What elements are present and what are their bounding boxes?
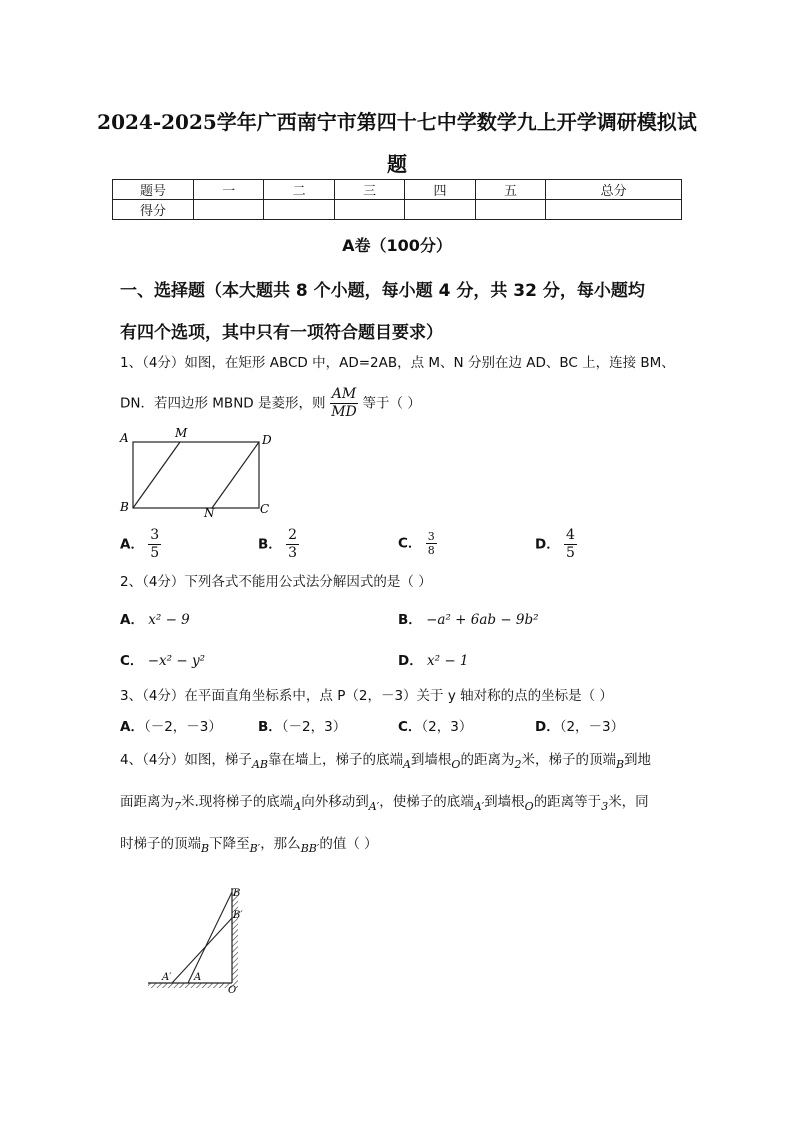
q3-option-a[interactable]: [120, 717, 222, 737]
q1-line2-text: DN．若四边形 MBND 是菱形，则: [120, 395, 326, 412]
q4-text: 到墙根: [410, 752, 452, 768]
score-table: [112, 179, 682, 220]
q4-text: 到地: [624, 752, 652, 768]
q4-text: 的距离等于: [533, 794, 602, 810]
q4-text: 4、（4分）如图，梯子: [120, 752, 252, 768]
q1-option-b[interactable]: [258, 527, 299, 562]
label-b: B: [233, 888, 241, 899]
label-m: M: [175, 426, 188, 440]
option-expression: −a² + 6ab − 9b²: [426, 612, 539, 628]
q4-text: 的距离为: [460, 752, 515, 768]
q4-math: A: [402, 758, 411, 771]
label-a: A: [120, 431, 129, 445]
q3-option-b[interactable]: [258, 717, 346, 737]
option-label: D．: [535, 719, 560, 735]
q4-text: 米，梯子的顶端: [521, 752, 616, 768]
q3-stem: 3、（4分）在平面直角坐标系中，点 P（2，－3）关于 y 轴对称的点的坐标是（ ）: [120, 688, 613, 704]
option-text: （－2，－3）: [143, 719, 222, 735]
option-label: C．: [398, 535, 422, 552]
score-header-cell: 四: [405, 180, 475, 200]
q2-option-c[interactable]: [120, 651, 205, 671]
q1-rectangle-figure: [112, 425, 282, 520]
q2-option-a[interactable]: [120, 610, 190, 630]
score-cell[interactable]: [405, 200, 475, 220]
ladder-a-prime-b-prime: [172, 918, 232, 983]
q4-math: B: [201, 842, 210, 855]
option-text: （－2，3）: [281, 719, 347, 735]
frac-den: 5: [150, 545, 160, 561]
score-header-cell: 总分: [546, 180, 682, 200]
frac-num: 2: [288, 527, 298, 543]
score-cell[interactable]: [264, 200, 334, 220]
label-a-prime: A′: [162, 972, 172, 983]
option-label: A．: [120, 536, 144, 553]
q4-text: 面距离为: [120, 794, 174, 810]
label-o: O: [228, 985, 237, 995]
q4-text: 米.现将梯子的底端: [181, 794, 294, 810]
q4-math: O: [451, 758, 461, 771]
wall-hatching: [232, 888, 241, 983]
q4-text: 时梯子的顶端: [120, 836, 201, 852]
q4-math: 7: [174, 800, 181, 813]
frac-num: 3: [150, 527, 160, 543]
score-cell[interactable]: [194, 200, 264, 220]
q2-option-b[interactable]: [398, 610, 539, 630]
segment-dn: [212, 442, 259, 508]
q4-math: AB: [251, 758, 268, 771]
option-label: B．: [258, 536, 282, 553]
label-d: D: [262, 433, 272, 447]
option-fraction: [426, 530, 437, 557]
q4-math: A′: [368, 800, 380, 813]
option-text: （2，3）: [421, 719, 473, 735]
option-label: A．: [120, 612, 144, 628]
frac-num: 4: [566, 527, 575, 543]
score-cell[interactable]: [546, 200, 682, 220]
q1-frac-numerator: AM: [331, 386, 357, 402]
score-row-label: 得分: [113, 200, 194, 220]
option-label: C．: [120, 653, 144, 669]
score-cell[interactable]: [334, 200, 404, 220]
q4-math: O: [524, 800, 534, 813]
q4-math: BB′: [300, 842, 320, 855]
option-label: D．: [398, 653, 423, 669]
score-header-cell: 题号: [113, 180, 194, 200]
frac-den: 5: [566, 545, 575, 561]
q4-text: ，使梯子的底端: [379, 794, 474, 810]
segment-bm: [133, 442, 180, 508]
option-fraction: [286, 527, 299, 562]
q4-math: B′: [249, 842, 261, 855]
option-label: A．: [120, 719, 144, 735]
q2-option-d[interactable]: [398, 651, 469, 671]
option-expression: −x² − y²: [147, 653, 205, 669]
score-header-cell: 三: [334, 180, 404, 200]
q4-text: 向外移动到: [301, 794, 369, 810]
q4-text: 的值（ ）: [319, 836, 378, 852]
label-b: B: [120, 500, 129, 514]
section-heading-line2: 有四个选项，其中只有一项符合题目要求）: [120, 323, 443, 343]
rectangle-abcd: [133, 442, 259, 508]
option-fraction: [148, 527, 161, 562]
q1-option-a[interactable]: [120, 527, 161, 562]
q4-math: 3: [601, 800, 609, 813]
option-label: B．: [398, 612, 422, 628]
q1-line2-suffix: 等于（ ）: [362, 395, 421, 412]
frac-den: 3: [288, 545, 298, 561]
label-b-prime: B′: [233, 910, 243, 921]
q1-stem-line2: [120, 386, 421, 421]
q1-stem-line1: 1、（4分）如图，在矩形 ABCD 中，AD=2AB，点 M、N 分别在边 AD、BC 上，连接 BM、: [120, 355, 675, 371]
q4-ladder-figure: [140, 880, 260, 995]
option-expression: x² − 9: [148, 612, 190, 628]
label-n: N: [204, 506, 215, 520]
option-label: D．: [535, 536, 560, 553]
score-header-cell: 一: [194, 180, 264, 200]
q1-option-d[interactable]: [535, 527, 577, 562]
q4-text: 下降至: [209, 836, 250, 852]
score-table-score-row: [113, 200, 682, 220]
q1-frac-denominator: MD: [331, 404, 357, 420]
q1-option-c[interactable]: [398, 530, 437, 557]
q3-option-c[interactable]: [398, 717, 472, 737]
q2-stem: 2、（4分）下列各式不能用公式法分解因式的是（ ）: [120, 574, 432, 590]
ladder-ab: [188, 892, 232, 983]
q4-math: 2: [514, 758, 522, 771]
option-label: C．: [398, 719, 422, 735]
q4-math: B: [615, 758, 625, 771]
option-expression: x² − 1: [427, 653, 469, 669]
q4-stem-line2: [120, 792, 649, 813]
q4-text: 到墙根: [484, 794, 525, 810]
q4-text: 米，同: [608, 794, 649, 810]
score-table-header-row: [113, 180, 682, 200]
option-fraction: [564, 527, 577, 562]
label-c: C: [260, 502, 270, 516]
label-a: A: [194, 972, 202, 983]
score-header-cell: 二: [264, 180, 334, 200]
q3-option-d[interactable]: [535, 717, 624, 737]
score-cell[interactable]: [475, 200, 545, 220]
section-heading-line1: 一、选择题（本大题共 8 个小题，每小题 4 分，共 32 分，每小题均: [120, 281, 645, 301]
frac-num: 3: [427, 530, 435, 543]
q4-stem-line3: [120, 834, 378, 855]
document-title-line2: 题: [387, 152, 407, 176]
frac-den: 8: [427, 544, 435, 557]
q1-fraction: [330, 386, 358, 421]
q4-math: A: [293, 800, 302, 813]
document-title-line1: 2024-2025学年广西南宁市第四十七中学数学九上开学调研模拟试: [97, 110, 697, 134]
q4-stem-line1: [120, 750, 651, 771]
option-text: （2，－3）: [559, 719, 625, 735]
option-label: B．: [258, 719, 282, 735]
volume-heading: A卷（100分）: [342, 236, 452, 255]
q4-math: A′: [473, 800, 485, 813]
q4-text: 靠在墙上，梯子的底端: [267, 752, 403, 768]
ground-hatching: [148, 983, 238, 988]
q4-text: ，那么: [260, 836, 301, 852]
score-header-cell: 五: [475, 180, 545, 200]
